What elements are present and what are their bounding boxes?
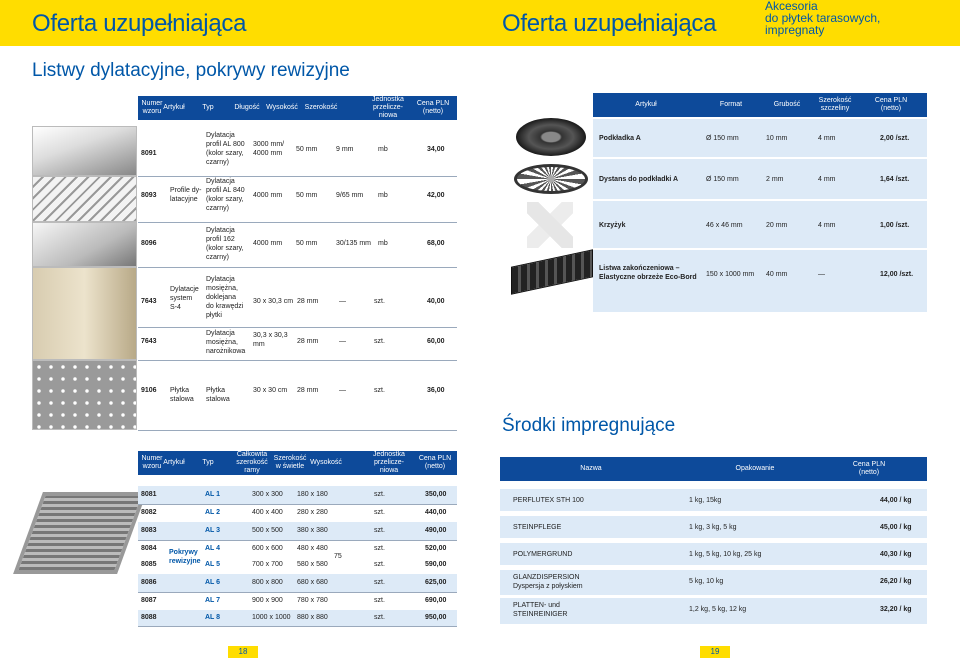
column-header: Grubość [773,101,801,108]
cell-text: 60,00 [427,338,445,345]
cell-text: Dylatacje system S-4 [170,286,199,311]
cell-text: AL 8 [205,614,221,621]
cell-text: 2,00 /szt. [880,135,910,142]
cell-text: 5 kg, 10 kg [689,578,724,585]
cell-text: 440,00 [425,509,447,516]
cell-text: AL 1 [205,491,221,498]
cell-text: 50 mm [296,146,318,153]
cell-text: 9 mm [336,146,354,153]
cell-text: 30,3 x 30,3 mm [253,332,288,348]
cell-text: — [339,387,346,394]
cell-text: 8084 [141,545,157,552]
cell-text: 690,00 [425,597,447,604]
row-shading [593,201,927,248]
cell-text: 40,00 [427,298,445,305]
t2-header [593,93,927,117]
profile-al800-image [32,126,137,176]
page-title-right: Oferta uzupełniająca [502,10,717,37]
cell-text: 1,2 kg, 5 kg, 12 kg [689,606,747,613]
cell-text: 8082 [141,509,157,516]
spacer-ring-image [514,164,588,194]
cell-text: 490,00 [425,527,447,534]
cell-text: 9106 [141,387,157,394]
cell-text: 42,00 [427,192,445,199]
cell-text: szt. [374,527,385,534]
cell-text: 8083 [141,527,157,534]
cell-text: 150 x 1000 mm [706,271,755,278]
row-divider [138,222,457,223]
cell-text: AL 4 [205,545,221,552]
cell-text: 7643 [141,338,157,345]
page-number-right: 19 [700,646,730,658]
cell-text: Płytka stalowa [170,387,194,403]
cell-text: 1 kg, 3 kg, 5 kg [689,524,737,531]
cell-text: 1 kg, 15kg [689,497,722,504]
cell-text: 8086 [141,579,157,586]
section-heading-listwy: Listwy dylatacyjne, pokrywy rewizyjne [32,60,350,81]
cell-text: 40,30 / kg [880,551,912,558]
cell-text: 28 mm [297,338,319,345]
cell-text: AL 7 [205,597,221,604]
row-divider [138,592,457,593]
cell-text: szt. [374,545,385,552]
row-divider [138,626,457,627]
cell-text: 40 mm [766,271,788,278]
cell-text: — [339,338,346,345]
cell-text: 8093 [141,192,157,199]
cell-text: 950,00 [425,614,447,621]
cell-text: 180 x 180 [297,491,328,498]
cell-text: 1,64 /szt. [880,176,910,183]
cell-text: 1,00 /szt. [880,222,910,229]
cell-text: 32,20 / kg [880,606,912,613]
cell-text: Dylatacja profil 162 (kolor szary, czarny) [206,227,244,261]
cell-text: szt. [374,338,385,345]
cell-text: 8085 [141,561,157,568]
column-header: Szerokość [304,104,338,111]
cell-text: 26,20 / kg [880,578,912,585]
cell-text: Listwa zakończeniowa – Elastyczne obrzeże Eco-Bord [599,265,697,281]
cell-text: mb [378,192,388,199]
cell-text: — [339,298,346,305]
cell-text: szt. [374,387,385,394]
row-divider [138,267,457,268]
cell-text: mb [378,240,388,247]
cell-text: Dystans do podkładki A [599,176,679,183]
cell-text: Płytka stalowa [206,387,230,403]
cell-text: 1 kg, 5 kg, 10 kg, 25 kg [689,551,762,558]
row-divider [138,360,457,361]
cell-text: 350,00 [425,491,447,498]
cell-text: 380 x 380 [297,527,328,534]
cell-text: szt. [374,597,385,604]
row-divider [138,430,457,431]
cell-text: 68,00 [427,240,445,247]
cell-text: 4 mm [818,135,836,142]
cell-text: szt. [374,298,385,305]
spacer-pad-image [516,118,586,156]
cell-text: 50 mm [296,240,318,247]
cell-text: Ø 150 mm [706,135,739,142]
cell-text: Profile dy- latacyjne [170,187,202,203]
cell-text: 580 x 580 [297,561,328,568]
cross-spacer-image [527,202,573,248]
cell-text: 500 x 500 [252,527,283,534]
column-header: Cena PLN (netto) [874,97,908,112]
cell-text: 8081 [141,491,157,498]
cell-text: 800 x 800 [252,579,283,586]
cell-text: 4000 mm [253,240,283,247]
row-divider [138,176,457,177]
column-header: Typ [202,459,214,466]
cell-text: szt. [374,509,385,516]
cell-text: szt. [374,614,385,621]
column-header: Wysokość [310,459,342,466]
cell-text: 28 mm [297,298,319,305]
cell-text: AL 2 [205,509,221,516]
t4-header [500,457,927,481]
cell-text: 880 x 880 [297,614,328,621]
cell-text: AL 5 [205,561,221,568]
cell-text: 46 x 46 mm [706,222,743,229]
column-header: Szerokość w świetle [273,455,307,470]
column-header: Jednostka przelicze- niowa [372,96,404,119]
row-shading [593,119,927,157]
cell-text: szt. [374,579,385,586]
cell-text: 700 x 700 [252,561,283,568]
cell-text: szt. [374,491,385,498]
cell-text: 9/65 mm [336,192,364,199]
profile-al840-image [32,176,137,222]
cell-text: Pokrywy rewizyjne [169,549,201,565]
column-header: Typ [202,104,214,111]
cell-text: 680 x 680 [297,579,328,586]
cell-text: 8096 [141,240,157,247]
cell-text: POLYMERGRUND [513,551,573,558]
cell-text: 480 x 480 [297,545,328,552]
cell-text: 4 mm [818,222,836,229]
cell-text: AL 6 [205,579,221,586]
row-divider [138,504,457,505]
cell-text: 30 x 30 cm [253,387,288,394]
column-header: Szerokość szczeliny [818,97,852,112]
cell-text: 4000 mm [253,192,283,199]
cell-text: STEINPFLEGE [513,524,562,531]
cell-text: — [818,271,825,278]
column-header: Artykuł [163,104,185,111]
column-header: Numer wzoru [141,100,163,115]
cell-text: 12,00 /szt. [880,271,914,278]
column-header: Cena PLN (netto) [852,461,886,476]
page-number-left: 18 [228,646,258,658]
cell-text: 2 mm [766,176,784,183]
cell-text: szt. [374,561,385,568]
cell-text: 625,00 [425,579,447,586]
cell-text: PLATTEN- und STEINREINIGER [513,602,568,618]
t3-header [138,451,457,475]
cell-text: 8088 [141,614,157,621]
column-header: Nazwa [580,465,602,472]
cell-text: 1000 x 1000 [252,614,291,621]
cell-text: 30 x 30,3 cm [253,298,294,305]
column-header: Opakowanie [735,465,775,472]
brass-profile-image [32,267,137,360]
steel-plate-image [32,360,137,430]
cell-text: 45,00 / kg [880,524,912,531]
cell-text: 75 [334,553,342,560]
cell-text: Krzyżyk [599,222,626,229]
cell-text: 28 mm [297,387,319,394]
column-header: Cena PLN (netto) [416,100,450,115]
subtitle-line: do płytek tarasowych, [765,11,881,25]
cell-text: 44,00 / kg [880,497,912,504]
edge-bord-image [511,249,593,294]
cell-text: PERFLUTEX STH 100 [513,497,584,504]
column-header: Artykuł [163,459,185,466]
cell-text: 600 x 600 [252,545,283,552]
cell-text: 50 mm [296,192,318,199]
subtitle-line: impregnaty [765,23,825,37]
cell-text: 36,00 [427,387,445,394]
cell-text: Dylatacja mosiężna, doklejana do krawędzi płytki [206,276,244,319]
cell-text: GLANZDISPERSION Dyspersja z połyskiem [513,574,583,590]
page-subtitle [765,0,880,36]
page-title-left: Oferta uzupełniająca [32,10,247,37]
cell-text: Dylatacja profil AL 800 (kolor szary, czarny) [206,132,245,166]
column-header: Cena PLN (netto) [418,455,452,470]
column-header: Długość [234,104,260,111]
column-header: Wysokość [266,104,298,111]
cell-text: 20 mm [766,222,788,229]
cell-text: 8087 [141,597,157,604]
cell-text: 7643 [141,298,157,305]
column-header: Jednostka przelicze- niowa [373,451,405,474]
cell-text: Ø 150 mm [706,176,739,183]
cell-text: AL 3 [205,527,221,534]
cell-text: 520,00 [425,545,447,552]
t1-header [138,96,457,120]
cell-text: Dylatacja profil AL 840 (kolor szary, czarny) [206,178,245,212]
cell-text: Dylatacja mosiężna, narożnikowa [206,330,246,355]
cell-text: 8091 [141,150,157,157]
cell-text: 590,00 [425,561,447,568]
cell-text: 780 x 780 [297,597,328,604]
cell-text: 280 x 280 [297,509,328,516]
cell-text: 4 mm [818,176,836,183]
column-header: Całkowita szerokość ramy [236,451,268,474]
cell-text: mb [378,146,388,153]
cell-text: 900 x 900 [252,597,283,604]
cell-text: Podkładka A [599,135,641,142]
profile-162-image [32,222,137,267]
cell-text: 34,00 [427,146,445,153]
cell-text: 400 x 400 [252,509,283,516]
row-divider [138,540,457,541]
row-divider [138,327,457,328]
column-header: Artykuł [635,101,657,108]
cell-text: 10 mm [766,135,788,142]
cell-text: 30/135 mm [336,240,372,247]
subtitle-line: Akcesoria [765,0,818,13]
cell-text: 300 x 300 [252,491,283,498]
inspection-cover-image [13,492,147,574]
section-heading-srodki: Środki impregnujące [502,415,676,436]
cell-text: 3000 mm/ 4000 mm [253,141,285,157]
column-header: Format [719,101,743,108]
column-header: Numer wzoru [141,455,163,470]
